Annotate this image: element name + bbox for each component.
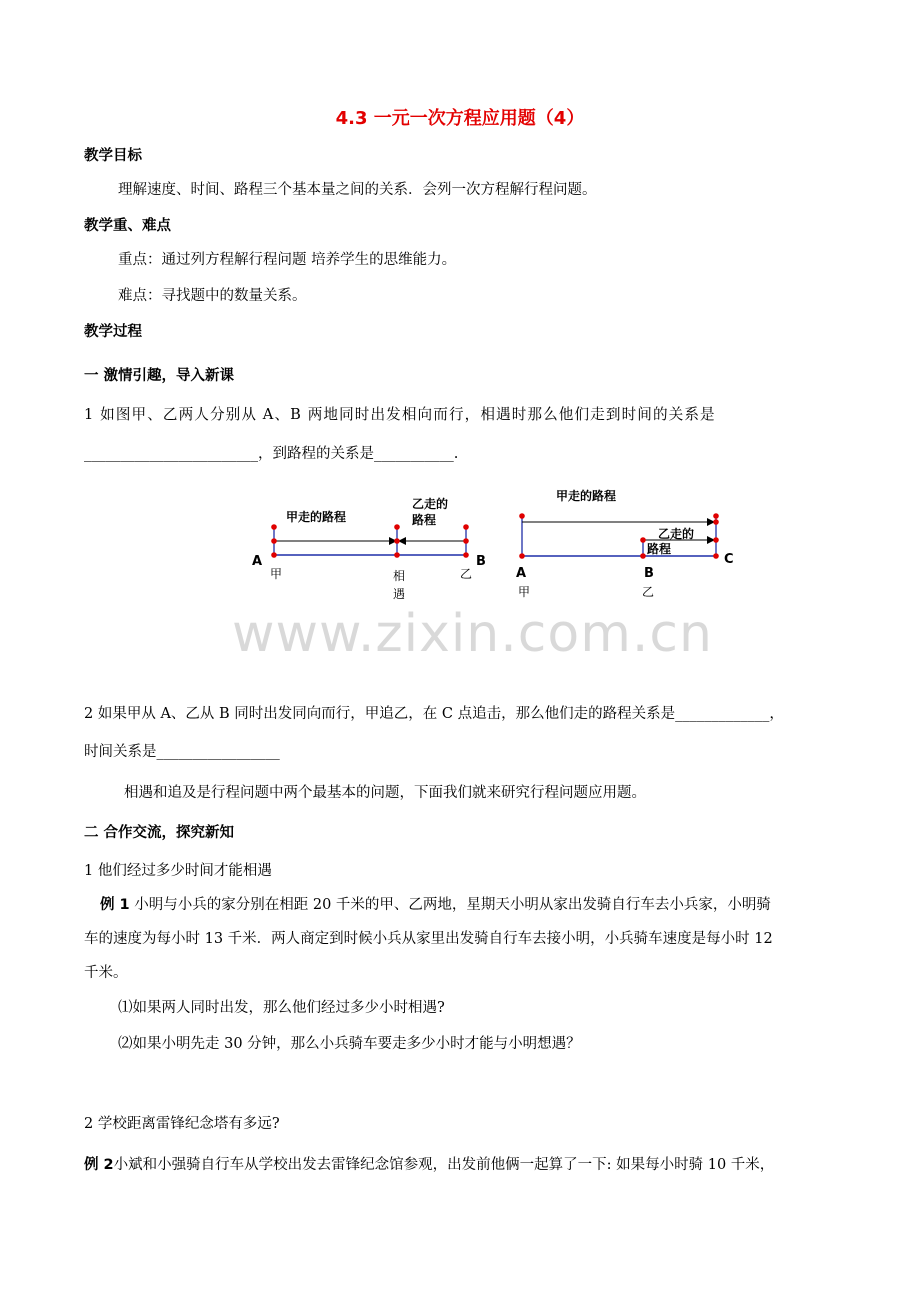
point-b-label: B: [644, 566, 654, 581]
answer-blank: ___________.: [374, 446, 459, 462]
part-one-heading: 一 激情引趣，导入新课: [84, 368, 235, 384]
meet-label-1: 相: [393, 569, 406, 583]
yi-path-label-1: 乙走的: [658, 527, 695, 541]
subsection-one: 1 他们经过多少时间才能相遇: [84, 863, 272, 879]
answer-blank: ________________________: [84, 446, 258, 462]
question-two-text: 2 如果甲从 A、乙从 B 同时出发同向而行，甲追乙，在 C 点追击，那么他们走的路程关系是: [84, 706, 676, 722]
answer-blank: _________________: [156, 744, 280, 760]
example-one-line3: 千米。: [84, 965, 128, 981]
watermark: www.zixin.com.cn: [232, 604, 713, 664]
question-one-mid-text: ，到路程的关系是: [258, 446, 374, 462]
example-two-line1: [84, 1155, 774, 1175]
question-two-line1: [84, 704, 784, 724]
section-heading-key-points: 教学重、难点: [84, 218, 171, 234]
example-two-text: 小斌和小强骑自行车从学校出发去雷锋纪念馆参观，出发前他俩一起算了一下: 如果每小时骑 10 千米，: [113, 1157, 775, 1173]
question-one-line1: 1 如图甲、乙两人分别从 A、B 两地同时出发相向而行，相遇时那么他们走到时间的关系是: [84, 406, 716, 423]
example-one-line2: 车的速度为每小时 13 千米．两人商定到时候小兵从家里出发骑自行车去接小明，小兵骑车速度是每小时 12: [84, 931, 773, 947]
subsection-two: 2 学校距离雷锋纪念塔有多远?: [84, 1116, 280, 1132]
example-one-text: 小明与小兵的家分别在相距 20 千米的甲、乙两地，星期天小明从家出发骑自行车去小兵家，小明骑: [129, 897, 771, 913]
example-one-label: 例 1: [100, 897, 130, 913]
point-b-label: B: [476, 554, 486, 569]
intro-text: 相遇和追及是行程问题中两个最基本的问题，下面我们就来研究行程问题应用题。: [124, 785, 646, 801]
goals-text: 理解速度、时间、路程三个基本量之间的关系．会列一次方程解行程问题。: [118, 182, 597, 198]
difficult-point-text: 难点：寻找题中的数量关系。: [118, 288, 307, 304]
yi-label: 乙: [460, 567, 473, 581]
document-title: 4.3 一元一次方程应用题（4）: [335, 108, 585, 129]
example-one-line1: [100, 895, 771, 915]
example-one-question1: ⑴如果两人同时出发，那么他们经过多少小时相遇?: [118, 1000, 445, 1016]
jia-path-label: 甲走的路程: [556, 489, 617, 503]
meeting-diagram: [248, 486, 498, 604]
jia-path-label: 甲走的路程: [286, 510, 347, 524]
jia-label: 甲: [270, 567, 283, 581]
part-two-heading: 二 合作交流，探究新知: [84, 825, 235, 841]
yi-path-label-2: 路程: [412, 513, 437, 527]
meet-label-2: 遇: [393, 587, 406, 601]
point-a-label: A: [516, 566, 527, 581]
question-two-time-text: 时间关系是: [84, 744, 157, 760]
yi-path-label-1: 乙走的: [412, 497, 449, 511]
point-c-label: C: [724, 552, 734, 567]
yi-path-label-2: 路程: [647, 542, 672, 556]
section-heading-goals: 教学目标: [84, 148, 142, 164]
jia-label: 甲: [518, 585, 531, 599]
answer-blank: _____________，: [675, 706, 784, 722]
yi-label: 乙: [642, 585, 655, 599]
point-a-label: A: [252, 554, 263, 569]
key-point-text: 重点：通过列方程解行程问题 培养学生的思维能力。: [118, 252, 457, 268]
example-one-question2: ⑵如果小明先走 30 分钟，那么小兵骑车要走多少小时才能与小明想遇？: [118, 1036, 581, 1052]
question-one-line2: [84, 444, 458, 464]
section-heading-process: 教学过程: [84, 324, 142, 340]
chase-diagram: [510, 482, 750, 600]
example-two-label: 例 2: [84, 1157, 114, 1173]
question-two-line2: [84, 742, 280, 762]
